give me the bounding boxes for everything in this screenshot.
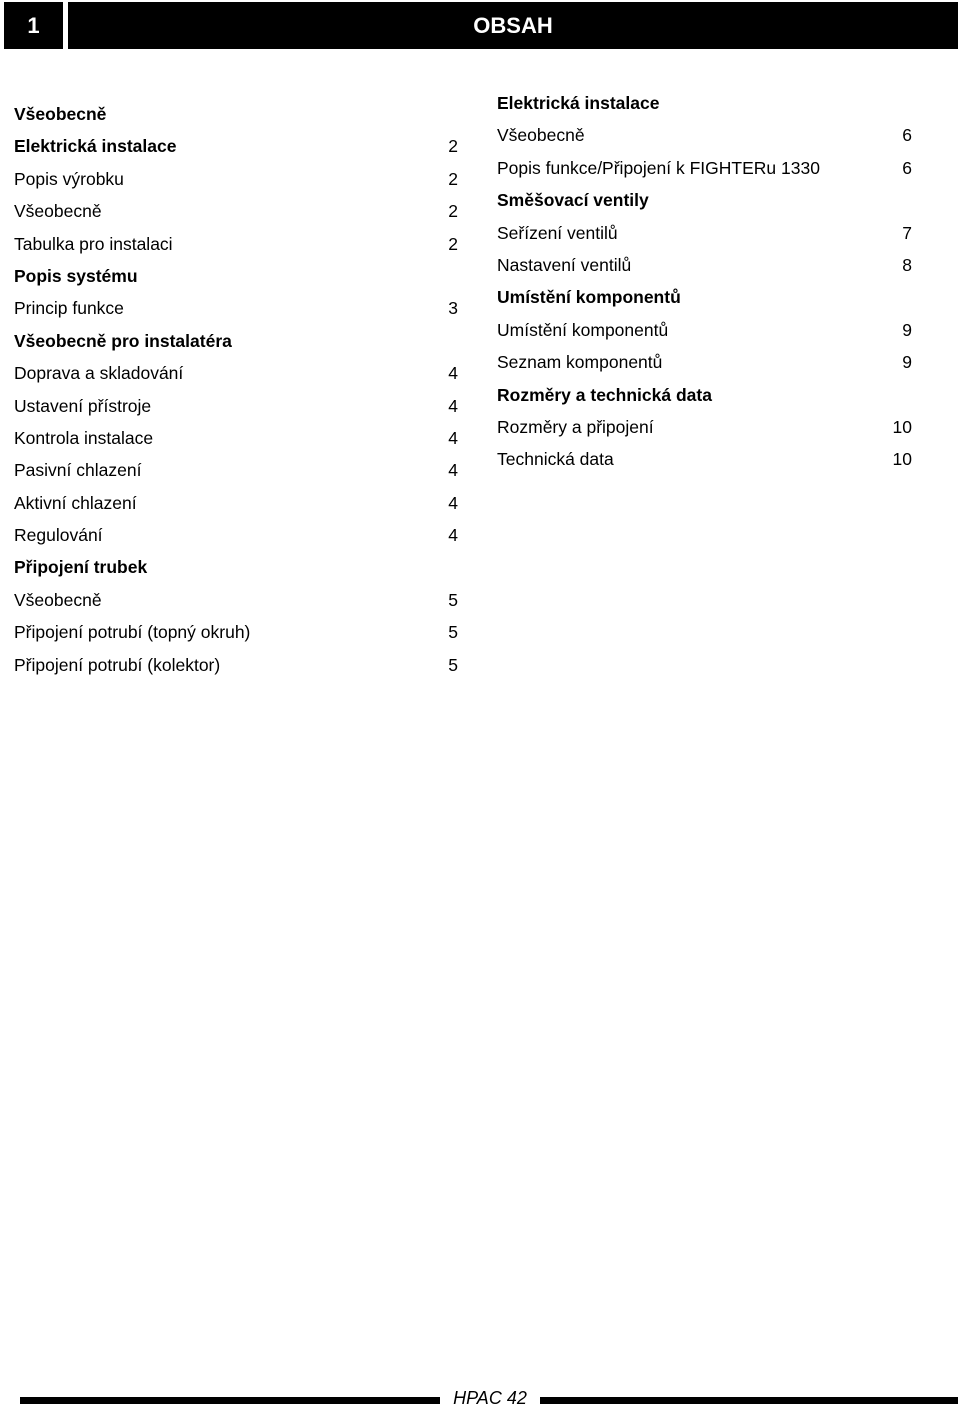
toc-entry-title: Elektrická instalace xyxy=(14,136,177,157)
toc-entry-title: Princip funkce xyxy=(14,298,124,319)
toc-entry-title: Všeobecně xyxy=(14,201,102,222)
toc-entry-title: Popis systému xyxy=(14,265,138,286)
toc-section-heading xyxy=(497,379,912,411)
toc-page-number: 10 xyxy=(892,449,912,470)
toc-section-heading xyxy=(14,325,460,357)
toc-section-heading xyxy=(14,130,460,162)
toc-entry xyxy=(14,616,460,648)
toc-entry-title: Umístění komponentů xyxy=(497,287,681,308)
chapter-number: 1 xyxy=(4,2,63,49)
toc-entry xyxy=(14,519,460,551)
toc-entry-title: Připojení potrubí (topný okruh) xyxy=(14,622,251,643)
toc-page-number: 8 xyxy=(902,254,912,275)
toc-entry xyxy=(14,292,460,324)
toc-entry xyxy=(497,443,912,475)
toc-entry xyxy=(14,454,460,486)
footer-rule-left xyxy=(20,1397,440,1404)
toc-entry-title: Doprava a skladování xyxy=(14,363,184,384)
toc-page-number: 10 xyxy=(892,416,912,437)
toc-section-heading xyxy=(14,260,460,292)
toc-page-number: 2 xyxy=(448,201,458,222)
toc-page-number: 6 xyxy=(902,125,912,146)
toc-entry-title: Všeobecně xyxy=(497,125,585,146)
toc-entry xyxy=(497,411,912,443)
toc-page-number: 2 xyxy=(448,136,458,157)
toc-entry-title: Směšovací ventily xyxy=(497,190,649,211)
toc-entry-title: Kontrola instalace xyxy=(14,427,154,448)
toc-entry xyxy=(14,422,460,454)
toc-entry-title: Připojení trubek xyxy=(14,557,148,578)
toc-page-number: 9 xyxy=(902,352,912,373)
toc-left-column xyxy=(14,98,460,681)
toc-page-number: 3 xyxy=(448,298,458,319)
toc-entry-title: Seřízení ventilů xyxy=(497,222,618,243)
toc-entry-title: Pasivní chlazení xyxy=(14,460,142,481)
toc-page-number: 9 xyxy=(902,319,912,340)
footer-rule-right xyxy=(540,1397,958,1404)
toc-entry-title: Rozměry a připojení xyxy=(497,416,654,437)
toc-page-number: 4 xyxy=(448,525,458,546)
toc-page-number: 6 xyxy=(902,157,912,178)
toc-page-number: 4 xyxy=(448,460,458,481)
toc-page-number: 2 xyxy=(448,233,458,254)
toc-page-number: 4 xyxy=(448,492,458,513)
footer-label: HPAC 42 xyxy=(453,1388,527,1408)
toc-entry xyxy=(497,314,912,346)
toc-entry-title: Aktivní chlazení xyxy=(14,492,137,513)
toc-entry-title: Umístění komponentů xyxy=(497,319,669,340)
toc-section-heading xyxy=(497,87,912,119)
toc-entry xyxy=(14,228,460,260)
toc-entry-title: Všeobecně pro instalatéra xyxy=(14,330,232,351)
toc-entry xyxy=(497,119,912,151)
toc-entry-title: Popis výrobku xyxy=(14,168,124,189)
toc-entry xyxy=(497,152,912,184)
toc-entry-title: Ustavení přístroje xyxy=(14,395,152,416)
toc-entry-title: Všeobecně xyxy=(14,589,102,610)
toc-entry xyxy=(14,649,460,681)
toc-entry-title: Rozměry a technická data xyxy=(497,384,712,405)
toc-page-number: 4 xyxy=(448,363,458,384)
toc-entry-title: Tabulka pro instalaci xyxy=(14,233,173,254)
toc-entry-title: Nastavení ventilů xyxy=(497,254,632,275)
toc-entry-title: Všeobecně xyxy=(14,104,107,124)
toc-section-heading xyxy=(497,184,912,216)
toc-entry xyxy=(14,584,460,616)
toc-entry-title: Připojení potrubí (kolektor) xyxy=(14,654,221,675)
toc-section-heading xyxy=(14,98,460,130)
toc-entry xyxy=(14,357,460,389)
toc-page-number: 2 xyxy=(448,168,458,189)
toc-right-column xyxy=(497,87,912,476)
toc-page-number: 4 xyxy=(448,427,458,448)
toc-page-number: 5 xyxy=(448,654,458,675)
toc-entry xyxy=(497,249,912,281)
toc-entry xyxy=(14,487,460,519)
toc-page-number: 4 xyxy=(448,395,458,416)
toc-section-heading xyxy=(14,551,460,583)
toc-section-heading xyxy=(497,281,912,313)
toc-page-number: 5 xyxy=(448,589,458,610)
toc-entry-title: Popis funkce/Připojení k FIGHTERu 1330 xyxy=(497,157,820,178)
toc-entry xyxy=(497,346,912,378)
toc-entry xyxy=(497,217,912,249)
page-title: OBSAH xyxy=(68,2,958,49)
toc-entry-title: Elektrická instalace xyxy=(497,93,660,113)
toc-page-number: 5 xyxy=(448,622,458,643)
toc-entry xyxy=(14,390,460,422)
toc-entry-title: Seznam komponentů xyxy=(497,352,663,373)
toc-entry xyxy=(14,195,460,227)
toc-entry-title: Technická data xyxy=(497,449,614,470)
toc-page-number: 7 xyxy=(902,222,912,243)
toc-entry xyxy=(14,163,460,195)
toc-entry-title: Regulování xyxy=(14,525,103,546)
